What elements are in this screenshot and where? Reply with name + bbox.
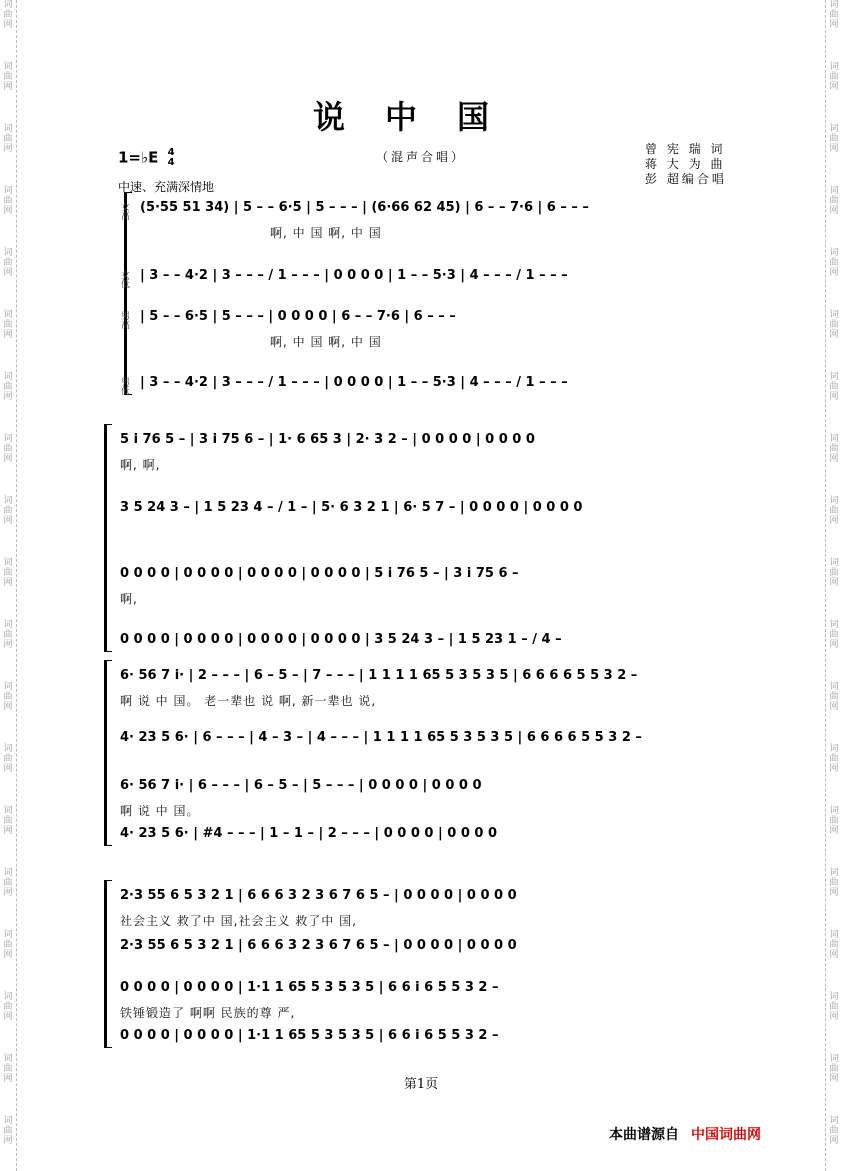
notation-line: (5·55 51 34) | 5 – – 6·5 | 5 – – – | (6·66 62 45) | 6 – – 7·6 | 6 – – –: [140, 200, 589, 215]
watermark-text: 词 曲 网: [829, 558, 839, 588]
notation-line: 2·3 55 6 5 3 2 1 | 6 6 6 3 2 3 6 7 6 5 – | 0 0 0 0 | 0 0 0 0: [120, 888, 517, 903]
watermark-text: 词 曲 网: [3, 992, 13, 1022]
watermark-text: 词 曲 网: [3, 248, 13, 278]
right-watermark-strip: [825, 0, 842, 1171]
lyrics-line: 啊 说 中 国。 老一辈也 说 啊, 新一辈也 说,: [120, 694, 377, 708]
watermark-text: 词 曲 网: [3, 558, 13, 588]
watermark-text: 词 曲 网: [3, 434, 13, 464]
notation-line: 2·3 55 6 5 3 2 1 | 6 6 6 3 2 3 6 7 6 5 – | 0 0 0 0 | 0 0 0 0: [120, 938, 517, 953]
lyrics-line: 啊,: [120, 592, 138, 606]
system-bracket: [104, 880, 112, 1048]
source-credit: [609, 1124, 761, 1144]
watermark-text: 词 曲 网: [3, 496, 13, 526]
lyrics-line: 铁锤锻造了 啊啊 民族的尊 严,: [120, 1006, 296, 1020]
watermark-text: 词 曲 网: [829, 186, 839, 216]
watermark-text: 词 曲 网: [829, 1116, 839, 1146]
watermark-text: 词 曲 网: [3, 1054, 13, 1084]
watermark-text: 词 曲 网: [3, 124, 13, 154]
watermark-text: 词 曲 网: [3, 806, 13, 836]
lyrics-line: 啊 说 中 国。: [120, 804, 200, 818]
source-site: 中国词曲网: [691, 1127, 761, 1143]
watermark-text: 词 曲 网: [829, 930, 839, 960]
notation-line: | 3 – – 4·2 | 3 – – – / 1 – – – | 0 0 0 0 | 1 – – 5·3 | 4 – – – / 1 – – –: [140, 375, 568, 390]
lyrics-line: 啊, 中 国 啊, 中 国: [270, 335, 382, 349]
lyrics-line: 啊, 中 国 啊, 中 国: [270, 226, 382, 240]
tempo-marking: 中速、充满深情地: [118, 180, 215, 194]
watermark-text: 词 曲 网: [829, 620, 839, 650]
watermark-text: 词 曲 网: [3, 372, 13, 402]
part-label: 男高: [119, 311, 129, 329]
watermark-text: 词 曲 网: [3, 930, 13, 960]
watermark-text: 词 曲 网: [3, 1116, 13, 1146]
notation-line: 0 0 0 0 | 0 0 0 0 | 0 0 0 0 | 0 0 0 0 | 5 i 76 5 – | 3 i 75 6 –: [120, 566, 519, 581]
page-number: 第1页: [403, 1077, 439, 1092]
notation-line: 4· 23 5 6· | #4 – – – | 1 – 1 – | 2 – – – | 0 0 0 0 | 0 0 0 0: [120, 826, 498, 841]
part-label: 女低: [119, 270, 129, 288]
song-title: 说中国: [312, 98, 529, 136]
notation-line: 6· 56 7 i· | 2 – – – | 6 – 5 – | 7 – – – | 1 1 1 1 65 5 3 5 3 5 | 6 6 6 6 5 5 3 2 –: [120, 668, 638, 683]
system-bracket: [104, 424, 112, 652]
notation-line: 0 0 0 0 | 0 0 0 0 | 1·1 1 65 5 3 5 3 5 | 6 6 i 6 5 5 3 2 –: [120, 1028, 499, 1043]
left-watermark-strip: [0, 0, 17, 1171]
watermark-text: 词 曲 网: [829, 372, 839, 402]
watermark-text: 词 曲 网: [3, 0, 13, 30]
credit-composer: 蒋 大 为 曲: [645, 157, 726, 171]
watermark-text: 词 曲 网: [829, 496, 839, 526]
watermark-text: 词 曲 网: [829, 806, 839, 836]
notation-line: 4· 23 5 6· | 6 – – – | 4 – 3 – | 4 – – – | 1 1 1 1 65 5 3 5 3 5 | 6 6 6 6 5 5 3 2 –: [120, 730, 642, 745]
watermark-text: 词 曲 网: [3, 186, 13, 216]
system-bracket: [104, 660, 112, 846]
watermark-text: 词 曲 网: [829, 310, 839, 340]
watermark-text: 词 曲 网: [829, 992, 839, 1022]
lyrics-line: 啊, 啊,: [120, 458, 161, 472]
notation-line: 6· 56 7 i· | 6 – – – | 6 – 5 – | 5 – – – | 0 0 0 0 | 0 0 0 0: [120, 778, 482, 793]
watermark-text: 词 曲 网: [3, 868, 13, 898]
watermark-text: 词 曲 网: [829, 434, 839, 464]
notation-line: 0 0 0 0 | 0 0 0 0 | 0 0 0 0 | 0 0 0 0 | 3 5 24 3 – | 1 5 23 1 – / 4 –: [120, 632, 562, 647]
notation-line: 3 5 24 3 – | 1 5 23 4 – / 1 – | 5· 6 3 2 1 | 6· 5 7 – | 0 0 0 0 | 0 0 0 0: [120, 500, 583, 515]
key-signature: [118, 148, 175, 168]
watermark-text: 词 曲 网: [829, 1054, 839, 1084]
time-signature: [168, 148, 175, 168]
credit-lyricist: 曾 宪 瑞 词: [645, 142, 726, 156]
watermark-text: 词 曲 网: [829, 124, 839, 154]
watermark-text: 词 曲 网: [3, 62, 13, 92]
subtitle: （混声合唱）: [376, 150, 467, 164]
time-bottom: 4: [167, 157, 175, 168]
system-bracket: [124, 192, 132, 395]
watermark-text: 词 曲 网: [829, 682, 839, 712]
source-label: 本曲谱源自: [609, 1127, 679, 1143]
watermark-text: 词 曲 网: [829, 868, 839, 898]
watermark-text: 词 曲 网: [829, 744, 839, 774]
credit-arranger: 彭 超编合唱: [645, 172, 727, 186]
notation-line: 5 i 76 5 – | 3 i 75 6 – | 1· 6 65 3 | 2· 3 2 – | 0 0 0 0 | 0 0 0 0: [120, 432, 535, 447]
watermark-text: 词 曲 网: [3, 744, 13, 774]
notation-line: | 3 – – 4·2 | 3 – – – / 1 – – – | 0 0 0 0 | 1 – – 5·3 | 4 – – – / 1 – – –: [140, 268, 568, 283]
watermark-text: 词 曲 网: [829, 0, 839, 30]
key-label: 1=♭E: [118, 148, 159, 167]
time-top: 4: [167, 147, 175, 158]
part-label: 男低: [119, 377, 129, 395]
notation-line: | 5 – – 6·5 | 5 – – – | 0 0 0 0 | 6 – – 7·6 | 6 – – –: [140, 309, 456, 324]
watermark-text: 词 曲 网: [3, 310, 13, 340]
credits: [645, 142, 727, 187]
watermark-text: 词 曲 网: [3, 682, 13, 712]
part-label: 女高: [119, 202, 129, 220]
notation-line: 0 0 0 0 | 0 0 0 0 | 1·1 1 65 5 3 5 3 5 | 6 6 i 6 5 5 3 2 –: [120, 980, 499, 995]
watermark-text: 词 曲 网: [829, 62, 839, 92]
watermark-text: 词 曲 网: [3, 620, 13, 650]
lyrics-line: 社会主义 救了中 国,社会主义 救了中 国,: [120, 914, 357, 928]
watermark-text: 词 曲 网: [829, 248, 839, 278]
